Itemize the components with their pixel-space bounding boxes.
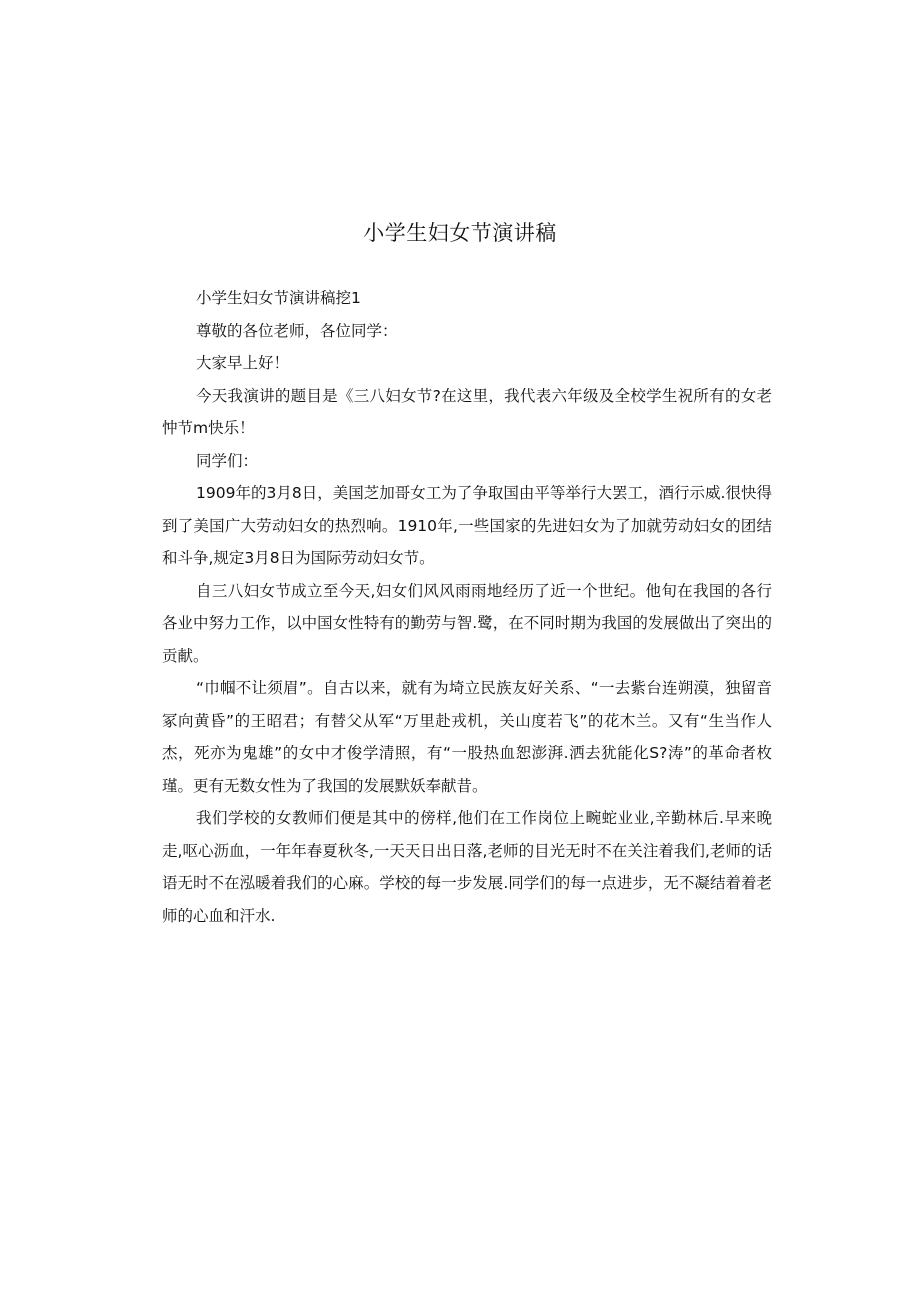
document-title: 小学生妇女节演讲稿 xyxy=(363,221,557,245)
paragraph-heroines: “巾帼不让须眉”。自古以来，就有为埼立民族友好关系、“一去紫台连朔漠，独留音冢向黄昏”的王昭君；有替父从军“万里赴戎机，关山度若飞”的花木兰。又有“生当作人杰，死亦为鬼雄”的女中才俊学清照，有“一股热血恕澎湃.洒去犹能化S?涛”的革命者枚瑾。更有无数女性为了我国的发展默妖奉献昔。 xyxy=(162,679,772,795)
paragraph-salutation: 尊敬的各位老师，各位同学： xyxy=(196,321,398,340)
paragraph-teachers: 我们学校的女教师们便是其中的傍样,他们在工作岗位上畹蛇业业,辛勤林后.早来晚走,呕心沥血，一年年春夏秋冬,一天天日出日落,老师的目光无时不在关注着我们,老师的话语无时不在泓暖着我们的心麻。学校的每一步发展.同学们的每一点进步，无不凝结着着老师的心血和汗水. xyxy=(162,809,772,925)
paragraph-address-students: 同学们： xyxy=(196,451,259,470)
paragraph-contribution: 自三八妇女节成立至今天,妇女们风风雨雨地经历了近一个世纪。他旬在我国的各行各业中努力工作，以中国女性特有的勤劳与智.鹭，在不同时期为我国的发展做出了突出的贡献。 xyxy=(162,581,772,665)
paragraph-greeting: 大家早上好！ xyxy=(196,354,290,372)
paragraph-heading-line: 小学生妇女节演讲稿挖1 xyxy=(196,289,361,307)
paragraph-topic: 今天我演讲的题目是《三八妇女节?在这里，我代表六年级及全校学生祝所有的女老忡节m快乐！ xyxy=(162,386,772,437)
paragraph-history: 1909年的3月8日，美国芝加哥女工为了争取国由平等举行大罢工，酒行示威.很快得到了美国广大劳动妇女的热烈响。1910年,一些国家的先进妇女为了加就劳动妇女的团结和斗争,规定3月8日为国际劳动妇女节。 xyxy=(162,484,772,567)
document-body xyxy=(162,282,772,932)
